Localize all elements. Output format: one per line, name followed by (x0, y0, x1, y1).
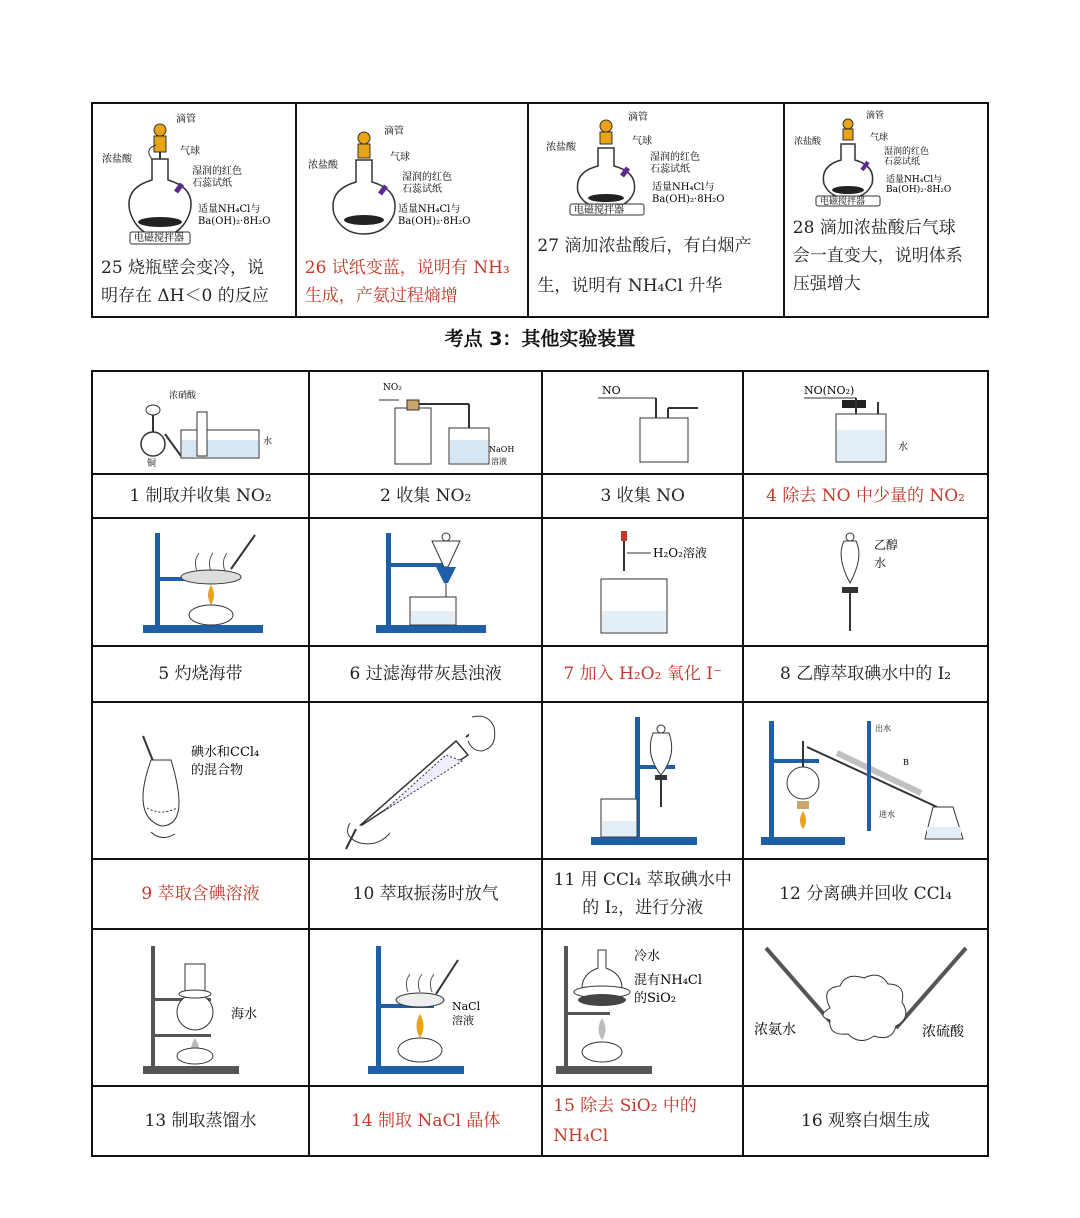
distillation-diagram (751, 711, 981, 851)
apparatus-image-1 (92, 371, 309, 474)
stirrer-label: 电磁搅拌器 (574, 205, 625, 216)
litmus-label-2: 石蕊试纸 (883, 157, 920, 167)
reagent-label-2: Ba(OH)₂·8H₂O (197, 216, 271, 227)
no2-label: NO₂ (382, 382, 402, 393)
label-11 (542, 859, 743, 929)
label-15 (542, 1086, 743, 1156)
apparatus-image-11 (542, 702, 743, 859)
apparatus-image-5 (92, 518, 309, 646)
dropper-label: 滴管 (865, 111, 884, 121)
caption-28 (793, 214, 981, 298)
balloon-label: 气球 (869, 133, 888, 143)
water-label: 水 (873, 556, 886, 570)
apparatus-image-4 (743, 371, 988, 474)
litmus-label-2: 石蕊试纸 (650, 164, 691, 175)
white-smoke-diagram (748, 938, 983, 1078)
mixture-label: 的混合物 (190, 762, 243, 778)
apparatus-image-14 (309, 929, 542, 1086)
distilled-water-diagram (121, 938, 281, 1078)
reagent-label-2: Ba(OH)₂·8H₂O (652, 194, 725, 205)
caption-line: 25 烧瓶壁会变冷，说 (101, 258, 265, 278)
no-purification-diagram (786, 378, 946, 468)
ethanol-label: 乙醇 (873, 538, 898, 552)
water-label: 水 (897, 441, 908, 453)
apparatus-table (91, 370, 989, 1157)
dropper-label: 滴管 (175, 114, 196, 125)
caption-25 (101, 254, 289, 310)
litmus-label: 湿润的红色 (402, 172, 453, 183)
caption-line: 27 滴加浓盐酸后，有白烟产 (537, 236, 752, 256)
balloon-label: 气球 (632, 136, 653, 147)
label-15-line: 15 除去 SiO₂ 中的 (553, 1096, 697, 1116)
inlet-water-label: 进水 (878, 809, 895, 819)
h2o2-label: H₂O₂溶液 (652, 546, 707, 560)
flask-apparatus-diagram (302, 104, 522, 239)
label-3: 3 收集 NO (542, 474, 743, 518)
litmus-label-2: 石蕊试纸 (191, 178, 232, 189)
flask-apparatus-diagram (94, 104, 294, 244)
solution-label: 溶液 (451, 1013, 474, 1027)
reagent-label: 适量NH₄Cl与 (885, 175, 942, 185)
label-11-line: 11 用 CCl₄ 萃取碘水中 (553, 870, 732, 890)
water-label: 水 (262, 436, 272, 447)
label-4: 4 除去 NO 中少量的 NO₂ (743, 474, 988, 518)
litmus-label: 湿润的红色 (650, 152, 701, 163)
apparatus-image-12 (743, 702, 988, 859)
naoh-label: NaOH (488, 444, 514, 454)
b-label: B (902, 757, 909, 767)
apparatus-image-15 (542, 929, 743, 1086)
h2o2-addition-diagram (563, 527, 723, 637)
label-1: 1 制取并收集 NO₂ (92, 474, 309, 518)
no2-collection-diagram (341, 378, 514, 468)
conc-hcl-label: 浓盐酸 (793, 137, 821, 147)
label-11-line: 的 I₂，进行分液 (582, 898, 704, 918)
apparatus-image-3 (542, 371, 743, 474)
label-7: 7 加入 H₂O₂ 氧化 I⁻ (542, 646, 743, 702)
sublimation-diagram (548, 938, 738, 1078)
dropper-label: 滴管 (628, 112, 649, 123)
copper-label: 铜 (146, 458, 156, 469)
evaporation-diagram (346, 938, 506, 1078)
litmus-label-2: 石蕊试纸 (402, 184, 443, 195)
solution-label: 溶液 (490, 456, 507, 466)
caption-26 (305, 254, 522, 310)
seawater-label: 海水 (230, 1006, 257, 1022)
balloon-label: 气球 (179, 146, 200, 157)
sio2-label: 的SiO₂ (633, 990, 676, 1006)
stirrer-label: 电磁搅拌器 (133, 233, 184, 244)
litmus-label: 湿润的红色 (883, 147, 929, 157)
apparatus-image-9 (92, 702, 309, 859)
filtration-diagram (356, 527, 496, 637)
label-13: 13 制取蒸馏水 (92, 1086, 309, 1156)
nacl-label: NaCl (451, 999, 480, 1013)
cold-water-label: 冷水 (633, 948, 660, 964)
caption-line: 26 试纸变蓝，说明有 NH₃ (304, 258, 510, 278)
label-16: 16 观察白烟生成 (743, 1086, 988, 1156)
conc-h2so4-label: 浓硫酸 (922, 1023, 965, 1040)
apparatus-image-8 (743, 518, 988, 646)
top-experiment-table (91, 102, 989, 318)
reagent-label-2: Ba(OH)₂·8H₂O (398, 216, 471, 227)
conc-hcl-label: 浓盐酸 (308, 160, 339, 171)
outlet-water-label: 出水 (874, 723, 891, 733)
caption-line: 生，说明有 NH₄Cl 升华 (537, 276, 723, 296)
apparatus-image-16 (743, 929, 988, 1086)
liquid-separation-diagram (573, 711, 713, 851)
label-9: 9 萃取含碘溶液 (92, 859, 309, 929)
apparatus-image-13 (92, 929, 309, 1086)
caption-27 (537, 226, 776, 306)
caption-line: 生成，产氨过程熵增 (304, 286, 458, 306)
conc-hcl-label: 浓盐酸 (101, 154, 132, 165)
apparatus-image-10 (309, 702, 542, 859)
dropper-label: 滴管 (384, 126, 405, 137)
section-heading: 考点 3：其他实验装置 (444, 328, 636, 350)
label-5: 5 灼烧海带 (92, 646, 309, 702)
no-collection-diagram (578, 378, 708, 468)
label-8: 8 乙醇萃取碘水中的 I₂ (743, 646, 988, 702)
flask-apparatus-diagram (788, 104, 984, 208)
caption-line: 会一直变大，说明体系 (792, 246, 963, 266)
label-14: 14 制取 NaCl 晶体 (309, 1086, 542, 1156)
litmus-label: 湿润的红色 (191, 166, 242, 177)
stirrer-label: 电磁搅拌器 (819, 197, 865, 207)
separatory-funnel-diagram (806, 527, 926, 637)
reagent-label-2: Ba(OH)₂·8H₂O (885, 185, 952, 195)
no2-generation-diagram (121, 378, 281, 468)
burning-kelp-diagram (131, 527, 271, 637)
apparatus-image-6 (309, 518, 542, 646)
mixed-nh4cl-label: 混有NH₄Cl (633, 972, 702, 988)
conc-hno3-label: 浓硝酸 (168, 390, 196, 401)
conc-ammonia-label: 浓氨水 (754, 1021, 797, 1038)
experiment-cell-25 (92, 103, 296, 317)
label-2: 2 收集 NO₂ (309, 474, 542, 518)
no-label: NO (601, 383, 621, 397)
reagent-label: 适量NH₄Cl与 (197, 204, 261, 215)
label-10: 10 萃取振荡时放气 (309, 859, 542, 929)
experiment-cell-26 (296, 103, 529, 317)
label-15-line: NH₄Cl (553, 1126, 609, 1146)
shaking-venting-diagram (336, 711, 516, 851)
apparatus-image-2 (309, 371, 542, 474)
experiment-cell-28 (784, 103, 988, 317)
balloon-label: 气球 (390, 152, 411, 163)
apparatus-image-7 (542, 518, 743, 646)
reagent-label: 适量NH₄Cl与 (398, 204, 461, 215)
caption-line: 明存在 ΔH＜0 的反应 (101, 286, 269, 306)
caption-line: 压强增大 (792, 274, 861, 294)
label-12: 12 分离碘并回收 CCl₄ (743, 859, 988, 929)
no-no2-label: NO(NO₂) (803, 383, 854, 397)
extraction-flask-diagram (121, 716, 281, 846)
label-6: 6 过滤海带灰悬浊液 (309, 646, 542, 702)
reagent-label: 适量NH₄Cl与 (652, 182, 715, 193)
experiment-cell-27 (528, 103, 783, 317)
conc-hcl-label: 浓盐酸 (546, 142, 577, 153)
caption-line: 28 滴加浓盐酸后气球 (792, 218, 956, 238)
flask-apparatus-diagram (536, 104, 776, 216)
iodine-ccl4-label: 碘水和CCl₄ (190, 744, 259, 760)
